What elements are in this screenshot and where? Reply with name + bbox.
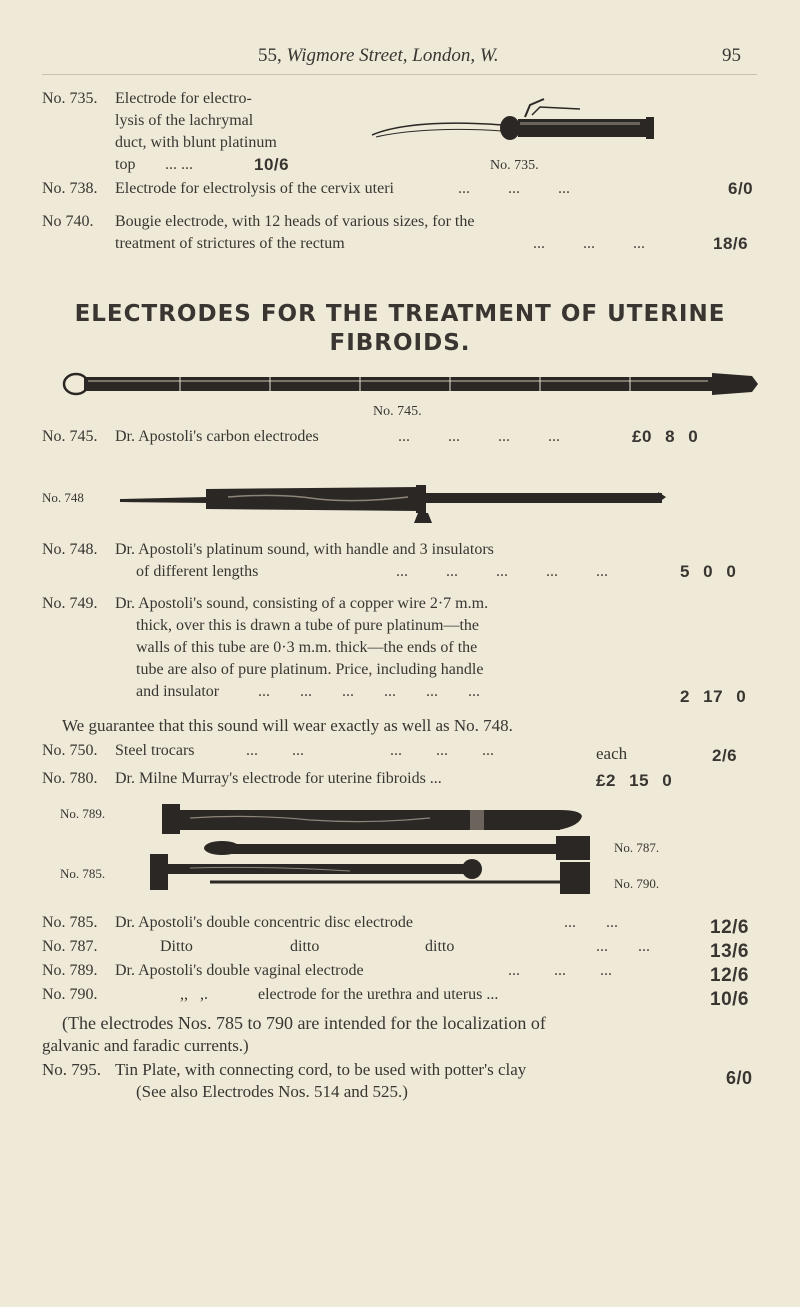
header-rule bbox=[42, 74, 757, 75]
leader-dots: ... ... bbox=[596, 938, 650, 955]
lachrymal-electrode-figure bbox=[370, 95, 662, 150]
item-735-number: No. 735. bbox=[42, 90, 98, 107]
item-785-price: 12/6 bbox=[710, 917, 749, 938]
concentric-electrodes-figure bbox=[150, 796, 620, 896]
item-748-price: 5 0 0 bbox=[680, 562, 737, 581]
localization-note: (The electrodes Nos. 785 to 790 are intended for the localization of bbox=[62, 1013, 546, 1033]
item-787-ditto: Ditto bbox=[160, 938, 193, 955]
item-789-price: 12/6 bbox=[710, 965, 749, 986]
item-795-number: No. 795. bbox=[42, 1060, 102, 1079]
leader-dots: ... ... ... bbox=[508, 962, 612, 979]
item-749-line: and insulator bbox=[136, 683, 220, 700]
header-street: Wigmore Street, London, W. bbox=[286, 45, 499, 66]
carbon-electrodes-figure bbox=[62, 370, 762, 398]
item-795-line: (See also Electrodes Nos. 514 and 525.) bbox=[136, 1082, 408, 1101]
figure-caption-790: No. 790. bbox=[614, 876, 660, 891]
localization-note-continued: galvanic and faradic currents.) bbox=[42, 1036, 249, 1055]
item-740-price: 18/6 bbox=[713, 234, 749, 253]
item-787-ditto: ditto bbox=[425, 938, 455, 955]
platinum-sound-figure bbox=[118, 475, 668, 525]
item-745-number: No. 745. bbox=[42, 428, 98, 445]
leader-dots: ... ... ... ... ... bbox=[396, 563, 608, 580]
item-789-number: No. 789. bbox=[42, 962, 98, 979]
item-748-line: Dr. Apostoli's platinum sound, with handle and 3 insulators bbox=[115, 541, 494, 558]
section-title-continued: FIBROIDS. bbox=[329, 330, 471, 356]
leader-dots: ... ... ... bbox=[533, 235, 645, 252]
leader-dots: ... ... ... ... bbox=[398, 428, 560, 445]
leader-dots: ... ... ... bbox=[458, 180, 570, 197]
item-750-number: No. 750. bbox=[42, 742, 98, 759]
item-740-number: No 740. bbox=[42, 213, 94, 230]
item-780-price: £2 15 0 bbox=[596, 771, 673, 790]
item-740-line: Bougie electrode, with 12 heads of various sizes, for the bbox=[115, 213, 475, 230]
header-number: 55, bbox=[258, 45, 282, 66]
leader-dots: ... ... bbox=[246, 742, 304, 759]
item-787-number: No. 787. bbox=[42, 938, 98, 955]
guarantee-note: We guarantee that this sound will wear exactly as well as No. 748. bbox=[62, 716, 513, 735]
leader-dots: ... ... ... ... ... ... bbox=[258, 683, 480, 700]
item-790-text: electrode for the urethra and uterus ... bbox=[258, 986, 499, 1003]
item-749-line: Dr. Apostoli's sound, consisting of a copper wire 2·7 m.m. bbox=[115, 595, 489, 612]
item-785-number: No. 785. bbox=[42, 914, 98, 931]
item-787-ditto: ditto bbox=[290, 938, 320, 955]
section-title: ELECTRODES FOR THE TREATMENT OF UTERINE bbox=[74, 301, 726, 327]
item-749-line: thick, over this is drawn a tube of pure platinum—the bbox=[136, 617, 480, 634]
item-787-price: 13/6 bbox=[710, 941, 749, 962]
item-735-line: top bbox=[115, 156, 136, 173]
item-735-line: lysis of the lachrymal bbox=[115, 112, 254, 129]
leader-dots: ... ... bbox=[564, 914, 618, 931]
page-number: 95 bbox=[722, 45, 741, 66]
item-790-number: No. 790. bbox=[42, 986, 98, 1003]
leader-dots: ... ... bbox=[165, 156, 193, 173]
figure-caption-735: No. 735. bbox=[490, 158, 539, 173]
item-735-price: 10/6 bbox=[254, 155, 290, 174]
item-749-price: 2 17 0 bbox=[680, 687, 747, 706]
item-735-line: Electrode for electro- bbox=[115, 90, 252, 107]
item-750-price: 2/6 bbox=[712, 746, 738, 765]
figure-caption-785: No. 785. bbox=[60, 866, 106, 881]
item-745-price: £0 8 0 bbox=[632, 427, 699, 446]
item-735-line: duct, with blunt platinum bbox=[115, 134, 277, 151]
item-790-price: 10/6 bbox=[710, 989, 749, 1010]
figure-caption-787: No. 787. bbox=[614, 840, 660, 855]
item-785-text: Dr. Apostoli's double concentric disc electrode bbox=[115, 914, 413, 931]
item-738-text: Electrode for electrolysis of the cervix uteri bbox=[115, 180, 394, 197]
item-795-price: 6/0 bbox=[726, 1068, 753, 1088]
item-749-number: No. 749. bbox=[42, 595, 98, 612]
item-748-line: of different lengths bbox=[136, 563, 259, 580]
item-795-line: Tin Plate, with connecting cord, to be used with potter's clay bbox=[115, 1060, 527, 1079]
running-header bbox=[258, 45, 499, 67]
item-748-number: No. 748. bbox=[42, 541, 98, 558]
figure-caption-745: No. 745. bbox=[373, 404, 422, 419]
item-789-text: Dr. Apostoli's double vaginal electrode bbox=[115, 962, 364, 979]
item-790-ditto-marks: ,, ,. bbox=[180, 986, 208, 1003]
item-750-text: Steel trocars bbox=[115, 742, 195, 759]
item-738-price: 6/0 bbox=[728, 179, 754, 198]
item-749-line: tube are also of pure platinum. Price, including handle bbox=[136, 661, 484, 678]
item-745-text: Dr. Apostoli's carbon electrodes bbox=[115, 428, 319, 445]
item-749-line: walls of this tube are 0·3 m.m. thick—the ends of the bbox=[136, 639, 478, 656]
item-780-number: No. 780. bbox=[42, 770, 98, 787]
figure-caption-789: No. 789. bbox=[60, 806, 106, 821]
item-740-line: treatment of strictures of the rectum bbox=[115, 235, 345, 252]
figure-caption-748: No. 748 bbox=[42, 490, 84, 505]
item-780-text: Dr. Milne Murray's electrode for uterine fibroids ... bbox=[115, 770, 442, 787]
item-738-number: No. 738. bbox=[42, 180, 98, 197]
item-750-each: each bbox=[596, 744, 628, 763]
leader-dots: ... ... ... bbox=[390, 742, 494, 759]
